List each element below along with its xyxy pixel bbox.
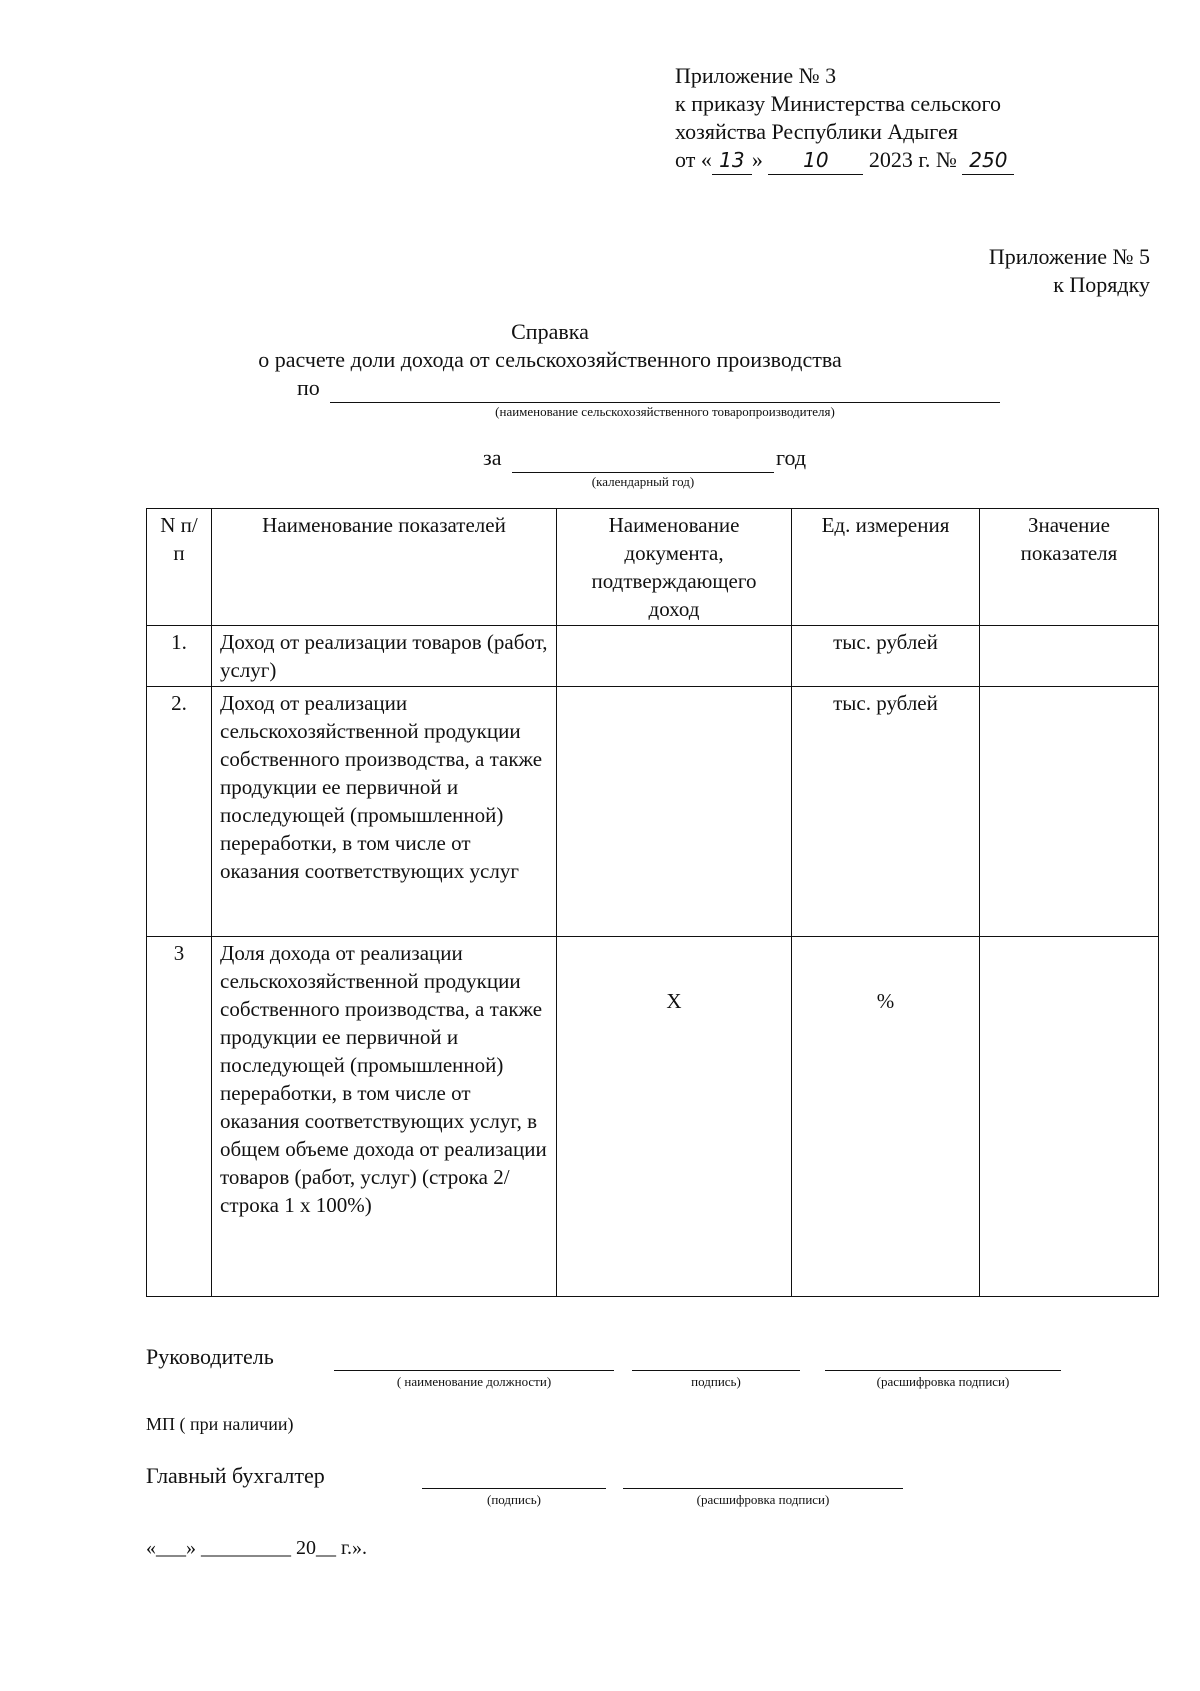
date-day-handwritten: 13 xyxy=(712,146,752,175)
appendix-5-header xyxy=(850,243,1150,299)
header-indicator: Наименование показателей xyxy=(212,509,557,626)
row-indicator: Доход от реализации сельскохозяйственной продукции собственного производства, а также продукции ее первичной и последующей (промышленной) переработки, в том числе от оказания соответствующих услуг xyxy=(212,687,557,937)
signature-date-line: «___» _________ 20__ г.». xyxy=(146,1537,367,1559)
accountant-label: Главный бухгалтер xyxy=(146,1463,325,1488)
head-decode-caption: (расшифровка подписи) xyxy=(876,1374,1010,1389)
document-subtitle: о расчете доли дохода от сельскохозяйственного производства xyxy=(258,347,842,372)
producer-caption: (наименование сельскохозяйственного товаропроизводителя) xyxy=(495,404,835,419)
header-line-1: Приложение № 3 xyxy=(675,63,837,88)
appendix-5-line-2: к Порядку xyxy=(1053,272,1150,297)
god-label: год xyxy=(776,445,807,470)
row-document-cell[interactable] xyxy=(557,626,792,687)
header-document: Наименование документа, подтверждающего доход xyxy=(557,509,792,626)
row-unit: % xyxy=(792,937,980,1297)
year-caption: (календарный год) xyxy=(591,474,695,489)
row-indicator: Доход от реализации товаров (работ, услуг) xyxy=(212,626,557,687)
head-position-field[interactable] xyxy=(334,1370,614,1371)
row-value-cell[interactable] xyxy=(980,937,1159,1297)
row-unit: тыс. рублей xyxy=(792,687,980,937)
income-share-table xyxy=(146,508,1159,1297)
table-row xyxy=(147,626,1159,687)
row-document-cell: Х xyxy=(557,937,792,1297)
accountant-signature-field[interactable] xyxy=(422,1488,606,1489)
za-label: за xyxy=(483,445,502,470)
accountant-signature-caption: (подпись) xyxy=(487,1492,541,1507)
head-decode-field[interactable] xyxy=(825,1370,1061,1371)
accountant-decode-caption: (расшифровка подписи) xyxy=(696,1492,830,1507)
date-month-handwritten: 10 xyxy=(768,146,863,175)
order-number-handwritten: 250 xyxy=(962,146,1014,175)
head-position-caption: ( наименование должности) xyxy=(396,1374,552,1389)
head-signature-field[interactable] xyxy=(632,1370,800,1371)
header-num: N п/п xyxy=(147,509,212,626)
calendar-year-field[interactable] xyxy=(512,472,774,473)
row-document-cell[interactable] xyxy=(557,687,792,937)
accountant-decode-field[interactable] xyxy=(623,1488,903,1489)
document-title-block xyxy=(250,318,1050,374)
head-signature-caption: подпись) xyxy=(691,1374,741,1389)
table-header-row xyxy=(147,509,1159,626)
header-unit: Ед. измерения xyxy=(792,509,980,626)
header-line-2: к приказу Министерства сельского xyxy=(675,91,1001,116)
row-indicator: Доля дохода от реализации сельскохозяйственной продукции собственного производства, а также продукции ее первичной и последующей (промышленной) переработки, в том числе от оказания соответствующих услуг, в общем объеме дохода от реализации товаров (работ, услуг) (строка 2/строка 1 х 100%) xyxy=(212,937,557,1297)
header-value: Значение показателя xyxy=(980,509,1159,626)
date-mid: » xyxy=(751,147,763,172)
document-title: Справка xyxy=(511,319,589,344)
producer-name-field[interactable] xyxy=(330,402,1000,403)
date-prefix: от « xyxy=(675,147,712,172)
row-num: 1. xyxy=(147,626,212,687)
table-row xyxy=(147,937,1159,1297)
header-line-3: хозяйства Республики Адыгея xyxy=(675,119,958,144)
table-row xyxy=(147,687,1159,937)
appendix-5-line-1: Приложение № 5 xyxy=(988,244,1150,269)
stamp-label: МП ( при наличии) xyxy=(146,1414,294,1434)
row-unit: тыс. рублей xyxy=(792,626,980,687)
row-value-cell[interactable] xyxy=(980,626,1159,687)
date-year: 2023 г. № xyxy=(868,147,957,172)
head-label: Руководитель xyxy=(146,1344,274,1369)
header-date-line xyxy=(675,146,1095,175)
po-label: по xyxy=(297,375,320,400)
row-num: 2. xyxy=(147,687,212,937)
row-num: 3 xyxy=(147,937,212,1297)
order-header xyxy=(675,62,1095,175)
row-value-cell[interactable] xyxy=(980,687,1159,937)
